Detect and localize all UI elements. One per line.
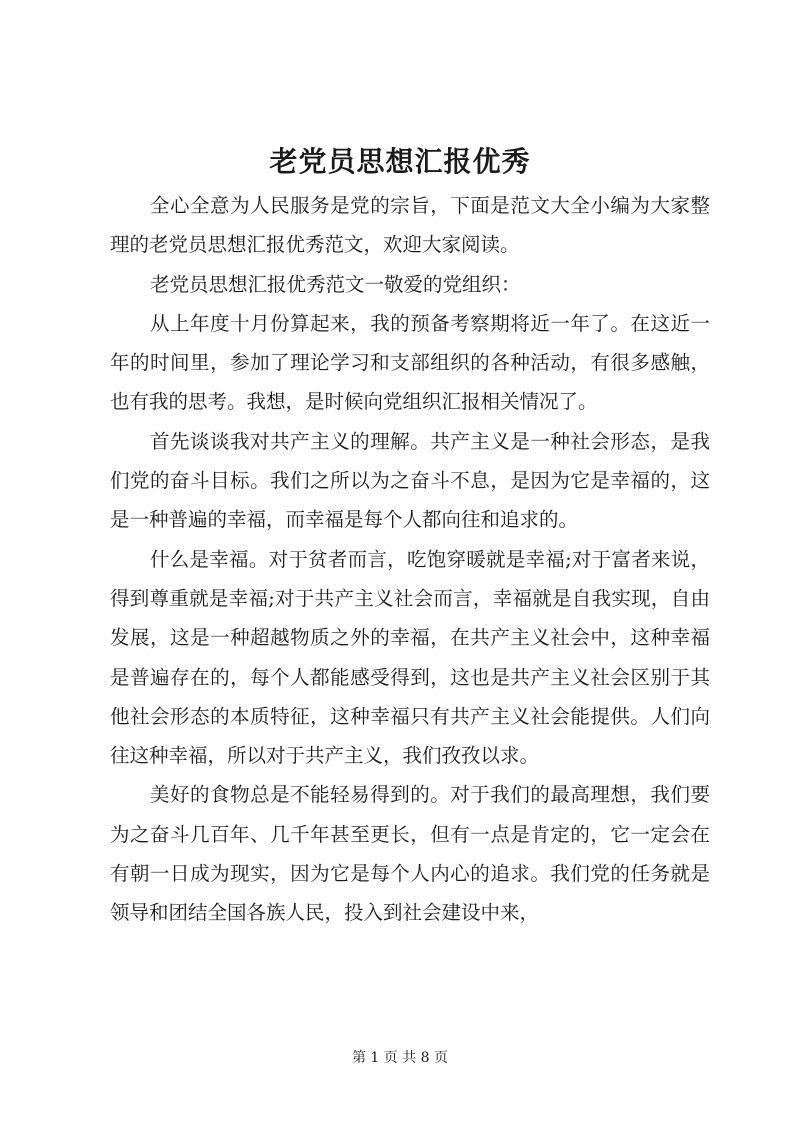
paragraph-intro: 全心全意为人民服务是党的宗旨，下面是范文大全小编为大家整理的老党员思想汇报优秀范文，欢迎大家阅读。	[110, 194, 710, 257]
page-footer: 第 1 页 共 8 页	[351, 1050, 449, 1066]
paragraph-probation: 从上年度十月份算起来，我的预备考察期将近一年了。在这近一年的时间里，参加了理论学习和支部组织的各种活动，有很多感触，也有我的思考。我想，是时候向党组织汇报相关情况了。	[110, 311, 710, 414]
paragraph-happiness: 什么是幸福。对于贫者而言，吃饱穿暖就是幸福;对于富者来说，得到尊重就是幸福;对于共产主义社会而言，幸福就是自我实现，自由发展，这是一种超越物质之外的幸福，在共产主义社会中，这种幸福是普遍存在的，每个人都能感受得到，这也是共产主义社会区别于其他社会形态的本质特征，这种幸福只有共产主义社会能提供。人们向往这种幸福，所以对于共产主义，我们孜孜以求。	[110, 547, 710, 768]
paragraph-ideal: 美好的食物总是不能轻易得到的。对于我们的最高理想，我们要为之奋斗几百年、几千年甚至更长，但有一点是肯定的，它一定会在有朝一日成为现实，因为它是每个人内心的追求。我们党的任务就是领导和团结全国各族人民，投入到社会建设中来，	[110, 783, 710, 925]
document-title: 老党员思想汇报优秀	[269, 145, 531, 178]
document-body	[110, 186, 710, 933]
paragraph-heading: 老党员思想汇报优秀范文一敬爱的党组织：	[150, 272, 521, 296]
paragraph-communism: 首先谈谈我对共产主义的理解。共产主义是一种社会形态，是我们党的奋斗目标。我们之所以为之奋斗不息，是因为它是幸福的，这是一种普遍的幸福，而幸福是每个人都向往和追求的。	[110, 429, 710, 532]
